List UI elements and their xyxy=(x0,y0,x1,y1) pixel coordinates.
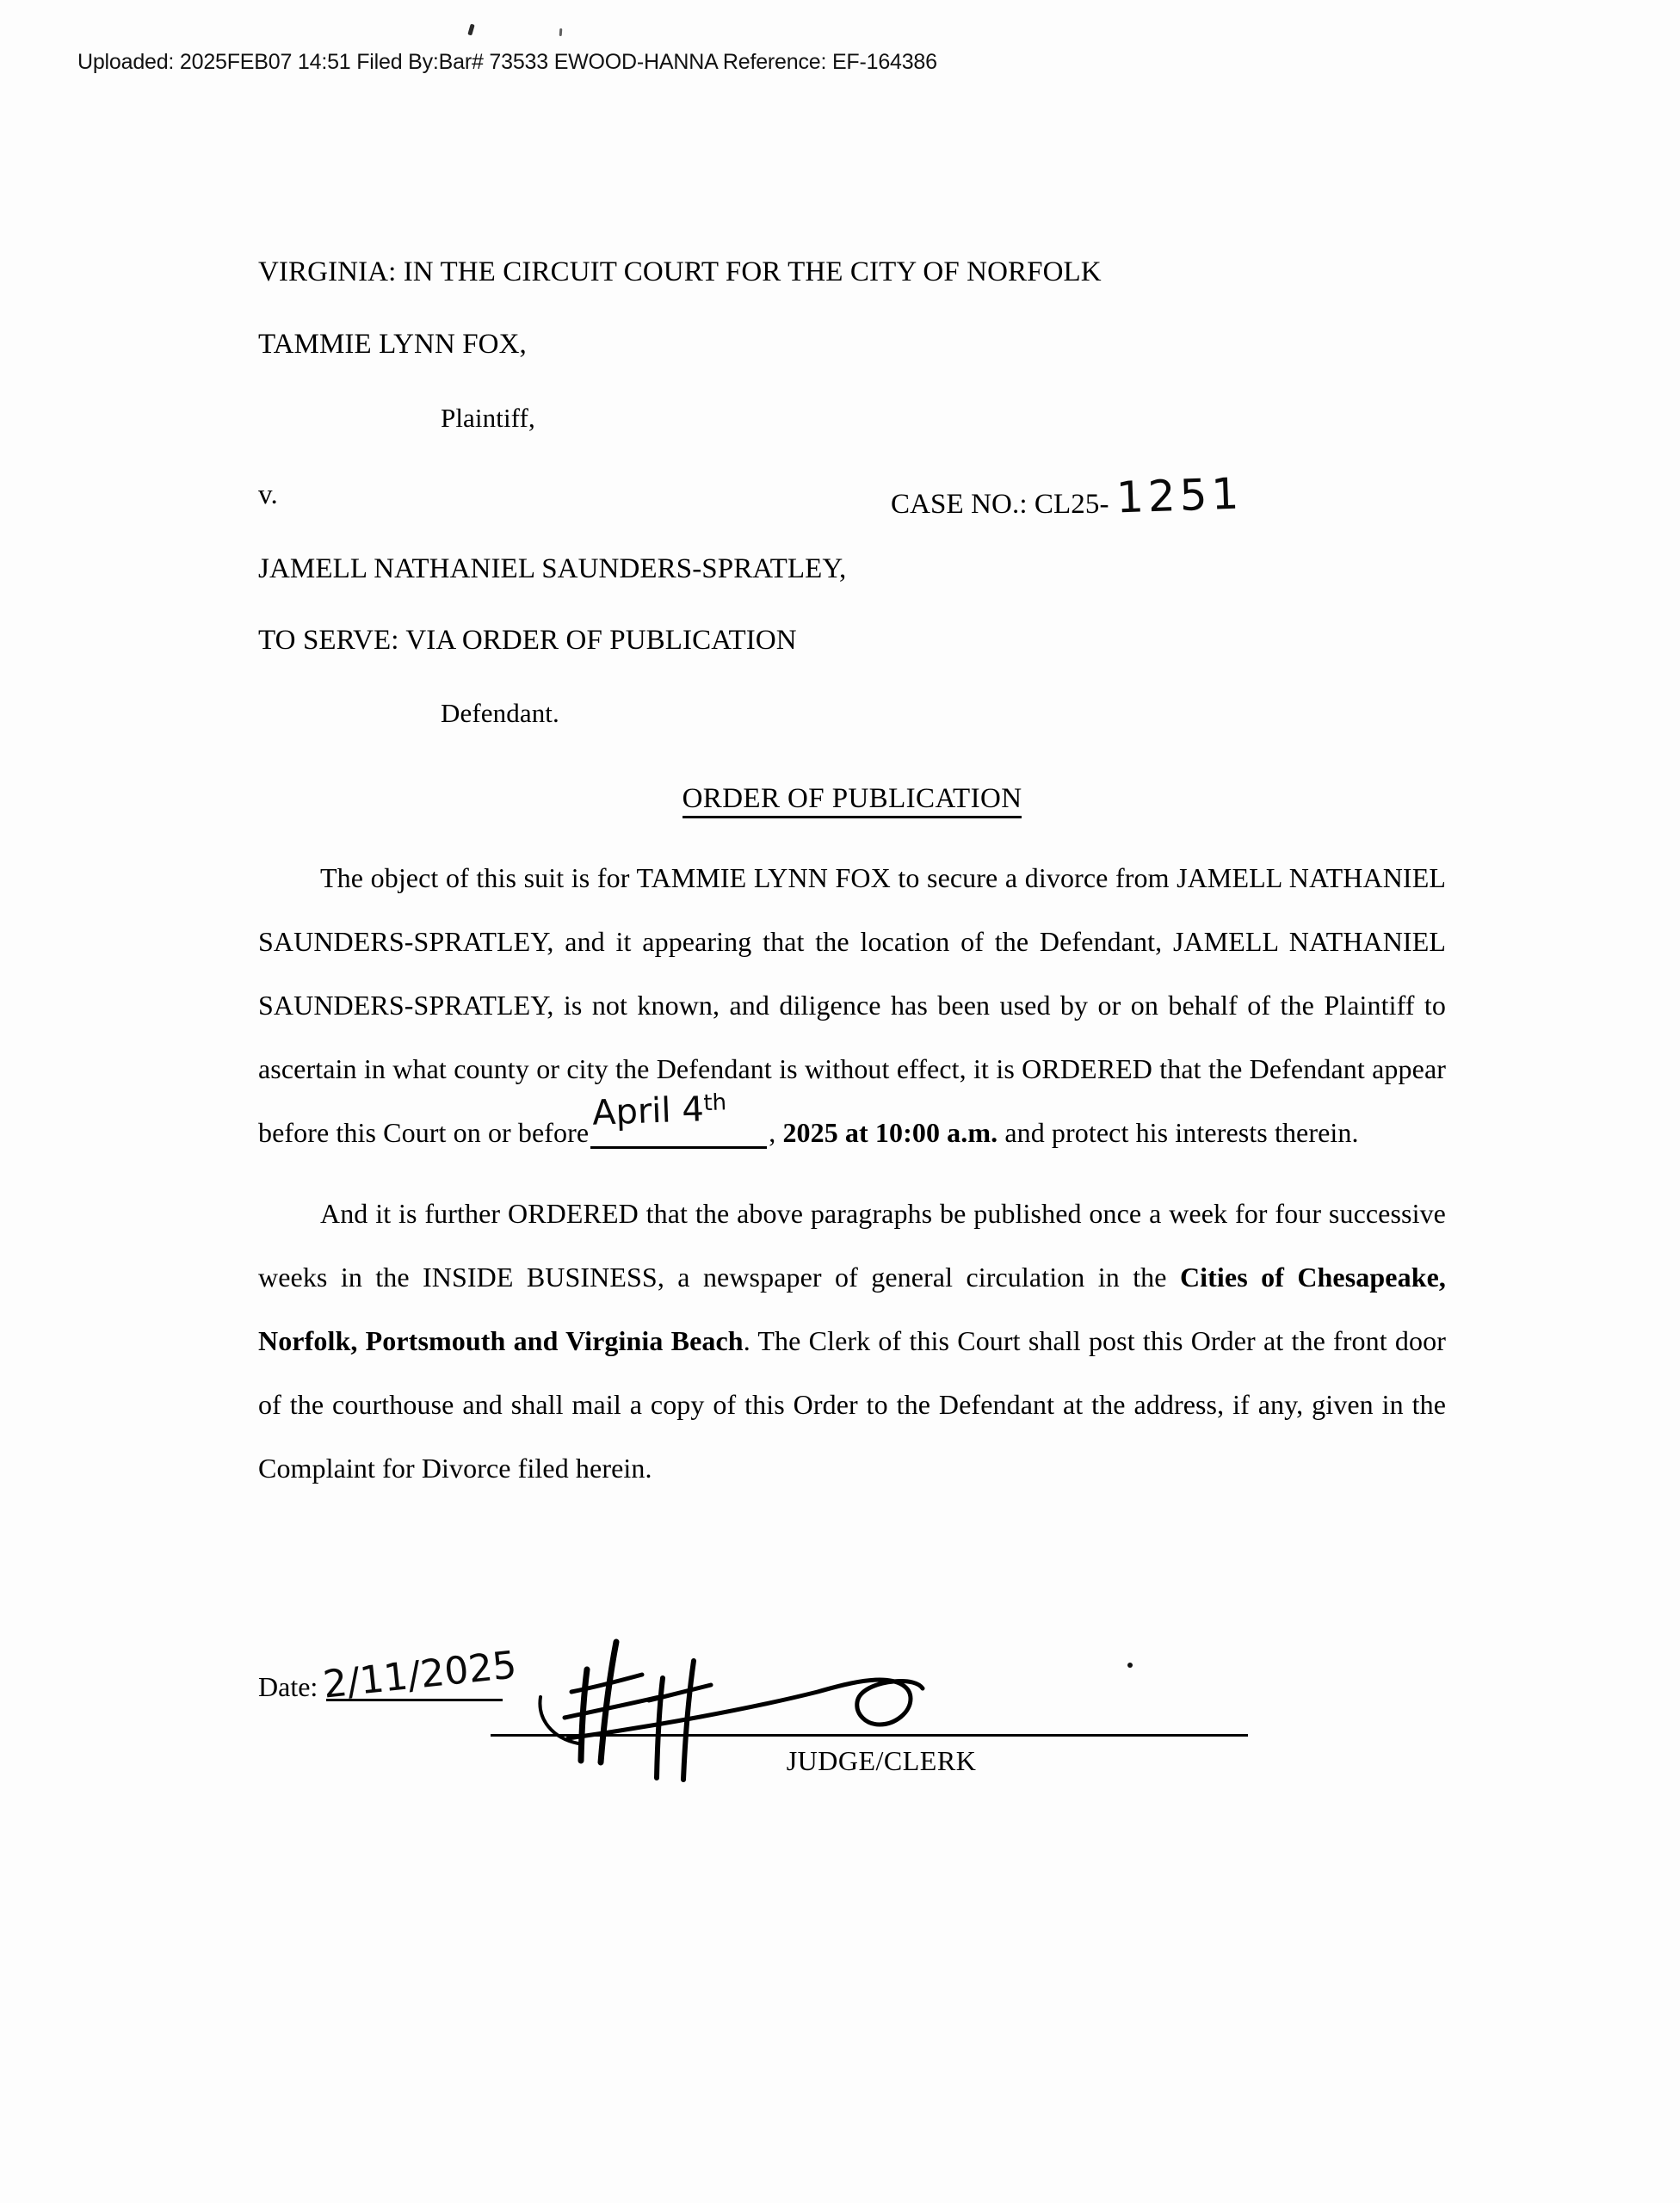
case-number-row xyxy=(891,468,1244,523)
defendant-name: JAMELL NATHANIEL SAUNDERS-SPRATLEY, xyxy=(258,553,847,584)
scan-artifact-dot xyxy=(1127,1663,1133,1668)
signer-title-label: JUDGE/CLERK xyxy=(786,1745,977,1776)
scan-artifact-speck xyxy=(467,24,474,36)
cities-bold: Cities of Chesapeake, Norfolk, Portsmouth and Virginia Beach xyxy=(258,1262,1446,1356)
document-body xyxy=(258,258,1446,1500)
document-title-text: ORDER OF PUBLICATION xyxy=(682,783,1022,818)
upload-stamp-text: Uploaded: 2025FEB07 14:51 Filed By:Bar# 73533 EWOOD-HANNA Reference: EF-164386 xyxy=(77,50,937,74)
versus-row xyxy=(258,468,1446,523)
defendant-role-label: Defendant. xyxy=(441,698,559,728)
appearance-date-handwritten-suffix: th xyxy=(703,1089,727,1117)
to-serve-line: TO SERVE: VIA ORDER OF PUBLICATION xyxy=(258,625,797,656)
date-handwritten: 2/11/2025 xyxy=(321,1643,519,1707)
paragraph-2-segment-1: And it is further ORDERED that the above paragraphs be published once a week for four successive weeks in the INSIDE BUSINESS, a newspaper of general circulation in the xyxy=(258,1198,1446,1293)
date-blank-line xyxy=(321,1643,519,1707)
case-number-label: CASE NO.: CL25- xyxy=(891,489,1109,520)
plaintiff-name: TAMMIE LYNN FOX, xyxy=(258,329,527,360)
paragraph-1-segment-4: and protect his interests therein. xyxy=(998,1117,1359,1148)
versus-label: v. xyxy=(258,479,278,510)
paragraph-1-segment-2: , xyxy=(769,1117,776,1148)
plaintiff-role-label: Plaintiff, xyxy=(441,403,535,433)
body-paragraph-1 xyxy=(258,846,1446,1164)
court-heading: VIRGINIA: IN THE CIRCUIT COURT FOR THE CITY OF NORFOLK xyxy=(258,256,1102,287)
signature-area xyxy=(491,1618,1265,1842)
hearing-time-bold: 2025 at 10:00 a.m. xyxy=(782,1117,998,1148)
paragraph-2-segment-3: . The Clerk of this Court shall post this Order at the front door of the courthouse and shall mail a copy of this Order to the Defendant at the address, if any, given in the Complaint for Divorce filed herein. xyxy=(258,1325,1446,1484)
date-row xyxy=(258,1643,519,1707)
body-paragraph-2 xyxy=(258,1182,1446,1500)
appearance-date-handwritten-text: April 4 xyxy=(591,1089,705,1133)
document-title xyxy=(258,783,1446,815)
signature-block xyxy=(258,1618,1446,1876)
paragraph-1-segment-1: The object of this suit is for TAMMIE LYNN FOX to secure a divorce from JAMELL NATHANIEL SAUNDERS-SPRATLEY, and it appearing that the location of the Defendant, JAMELL NATHANIEL SAUNDERS-SPRATLEY, is not known, and diligence has been used by or on behalf of the Plaintiff to ascertain in what county or city the Defendant is without effect, it is ORDERED that the Defendant appear before this Court on or before xyxy=(258,862,1446,1148)
appearance-date-blank xyxy=(590,1089,767,1149)
date-label: Date: xyxy=(258,1671,318,1702)
case-number-handwritten: 1251 xyxy=(1115,468,1244,523)
scan-artifact-speck xyxy=(559,28,563,36)
appearance-date-handwritten xyxy=(591,1071,728,1145)
signature-rule xyxy=(491,1734,1248,1737)
